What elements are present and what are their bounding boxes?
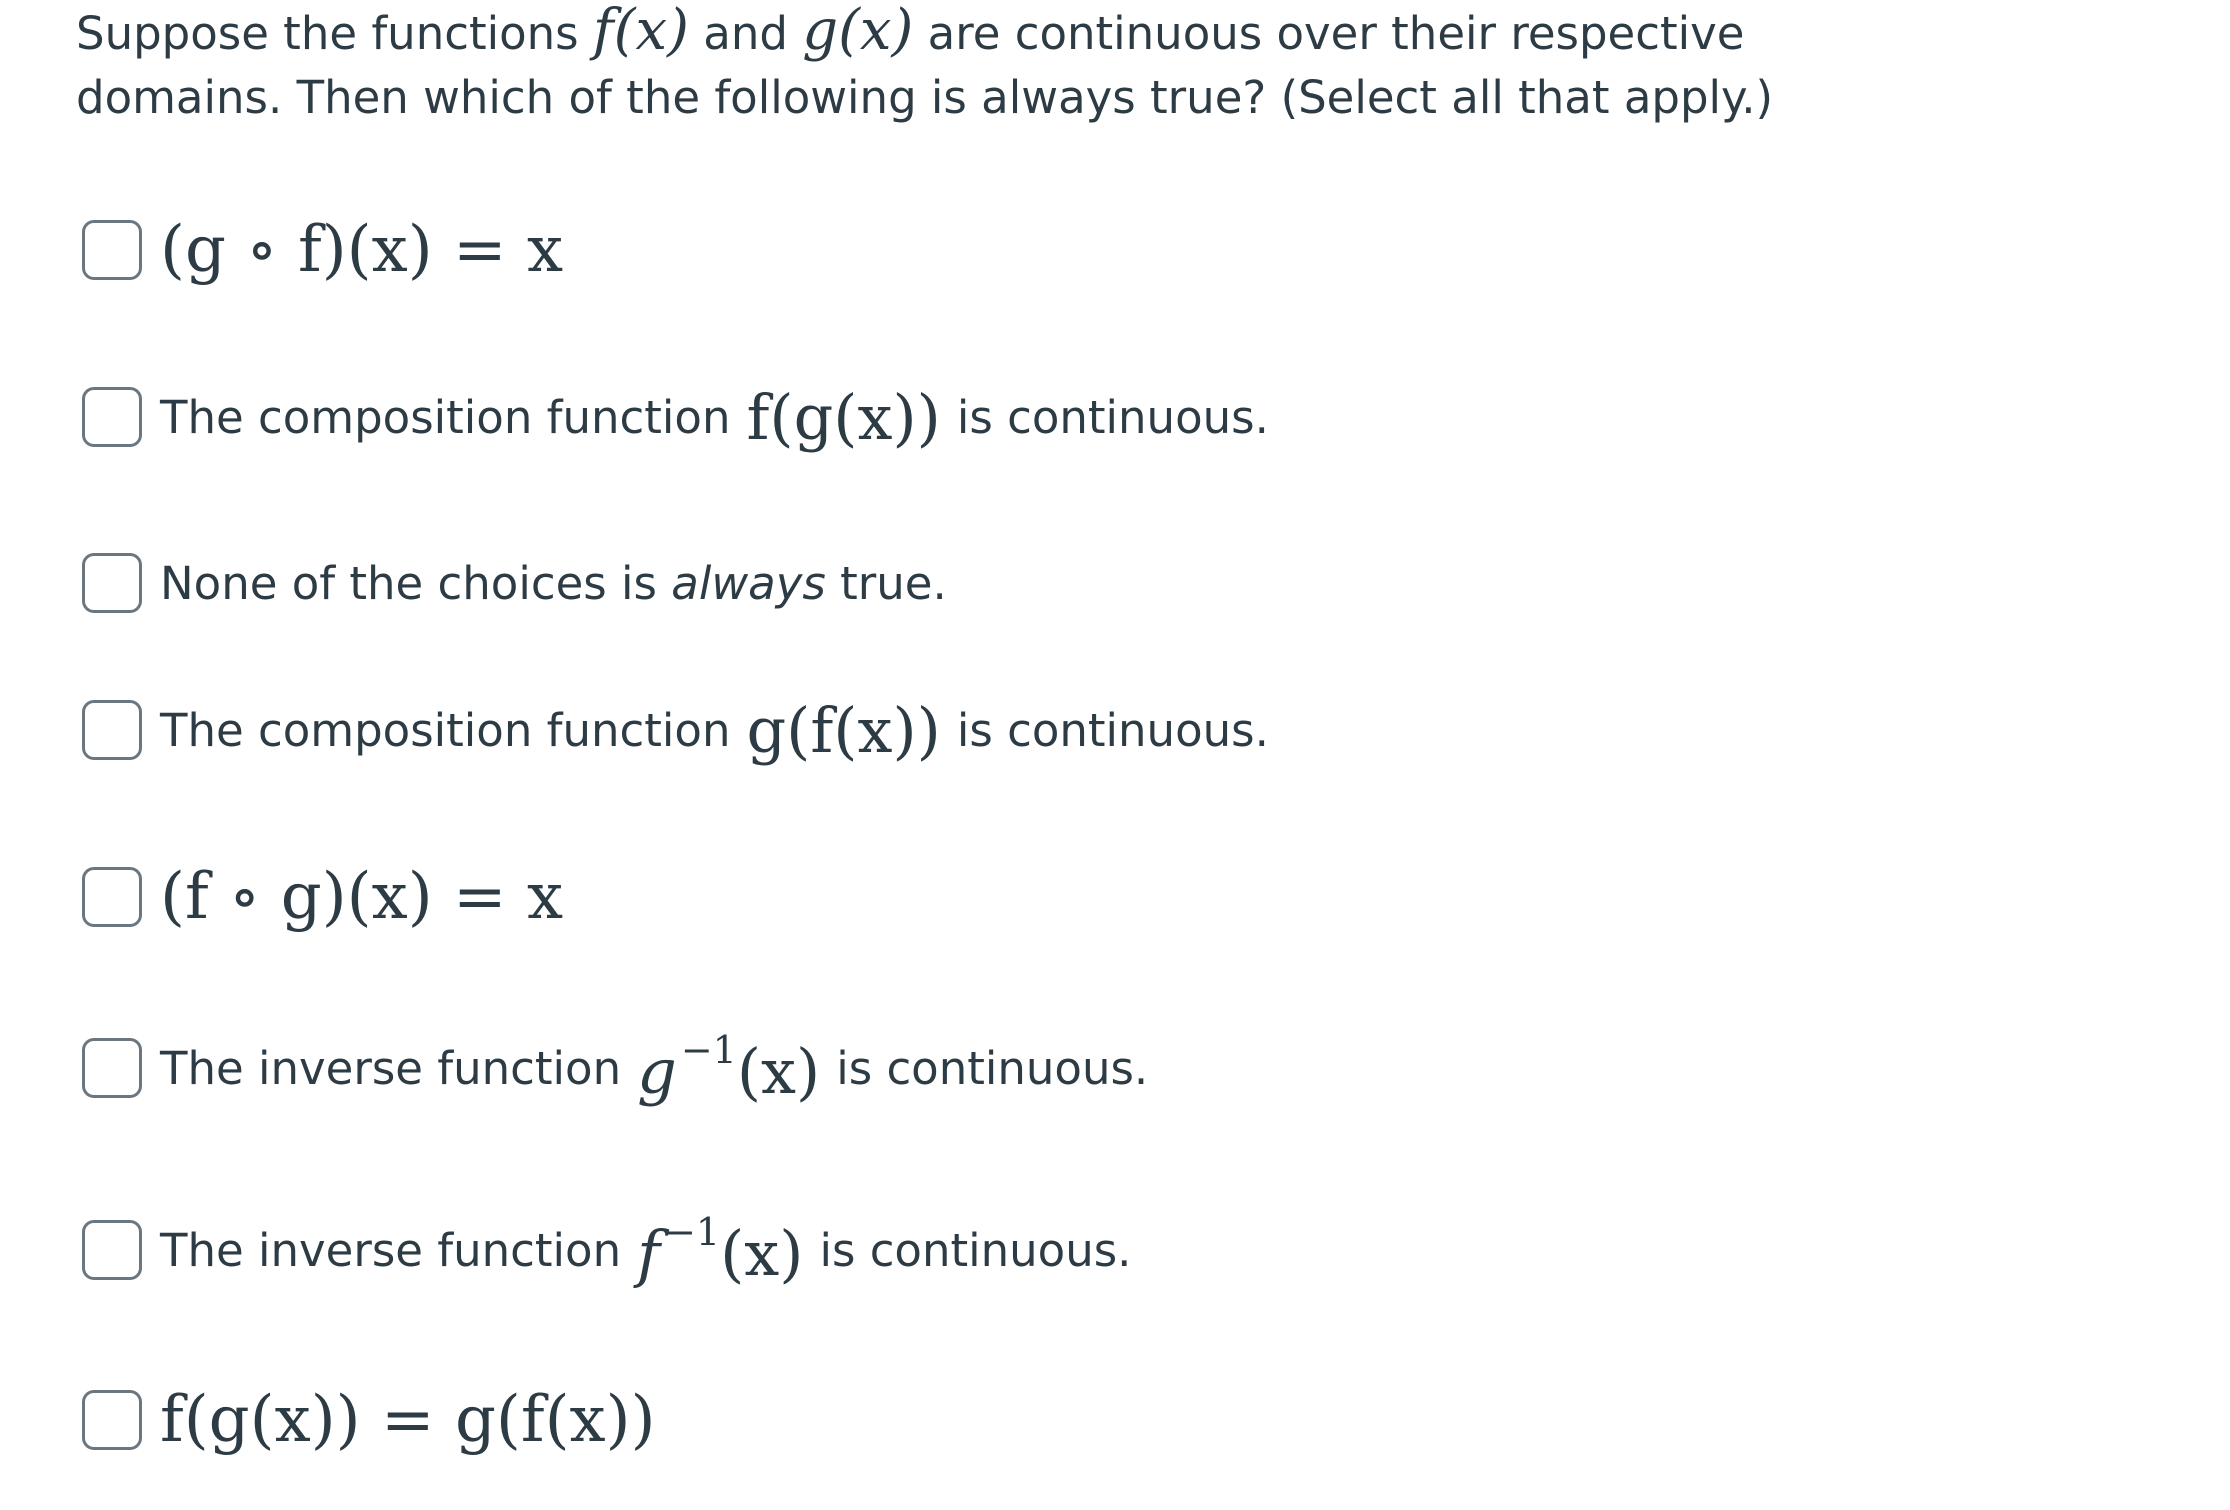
option-prefix: The composition function xyxy=(160,703,731,757)
option-suffix: is continuous. xyxy=(956,390,1269,444)
option-math: f(g(x)) = g(f(x)) xyxy=(160,1383,656,1457)
option-suffix: is continuous. xyxy=(836,1041,1149,1095)
checkbox[interactable] xyxy=(82,1220,142,1280)
checkbox[interactable] xyxy=(82,387,142,447)
option-label xyxy=(160,1028,1148,1108)
option-suffix: is continuous. xyxy=(956,703,1269,757)
math-superscript: −1 xyxy=(680,1028,737,1072)
option-prefix: None of the choices is xyxy=(160,556,657,610)
option-suffix: true. xyxy=(840,556,947,610)
math-f-of-x: f(x) xyxy=(592,0,689,63)
option-emphasis: always xyxy=(671,556,826,610)
option-label xyxy=(160,557,947,610)
option-math: (g ∘ f)(x) = x xyxy=(160,213,564,287)
math-argument: (x) xyxy=(736,1035,821,1108)
checkbox[interactable] xyxy=(82,220,142,280)
option-math: g(f(x)) xyxy=(746,693,941,767)
question-part2: are continuous over their respective domains. Then which of the following is always true? (Select all that apply.) xyxy=(76,7,1774,124)
checkbox[interactable] xyxy=(82,867,142,927)
option-label xyxy=(160,694,1269,767)
option-prefix: The inverse function xyxy=(160,1223,622,1277)
question-and: and xyxy=(688,7,803,60)
option-f-of-g-continuous[interactable] xyxy=(82,367,1269,467)
checkbox[interactable] xyxy=(82,700,142,760)
option-g-inverse-continuous[interactable] xyxy=(82,1018,1148,1118)
question-text xyxy=(76,2,1876,130)
checkbox[interactable] xyxy=(82,1038,142,1098)
option-f-compose-g-identity[interactable] xyxy=(82,847,563,947)
math-argument: (x) xyxy=(720,1217,804,1290)
option-math xyxy=(637,1028,820,1108)
option-math xyxy=(637,1210,803,1290)
option-math: (f ∘ g)(x) = x xyxy=(160,860,564,934)
option-label xyxy=(160,381,1269,454)
option-f-inverse-continuous[interactable] xyxy=(82,1200,1131,1300)
math-g-of-x: g(x) xyxy=(802,0,914,63)
option-math: f(g(x)) xyxy=(746,380,941,454)
option-g-of-f-continuous[interactable] xyxy=(82,680,1269,780)
math-base: g xyxy=(637,1035,677,1108)
checkbox[interactable] xyxy=(82,1390,142,1450)
option-none-always-true[interactable] xyxy=(82,533,947,633)
option-prefix: The inverse function xyxy=(160,1041,622,1095)
checkbox[interactable] xyxy=(82,553,142,613)
option-label xyxy=(160,1210,1131,1290)
math-superscript: −1 xyxy=(664,1210,721,1254)
math-base: f xyxy=(637,1217,661,1290)
option-g-compose-f-identity[interactable] xyxy=(82,200,563,300)
option-compositions-equal[interactable] xyxy=(82,1370,656,1470)
option-prefix: The composition function xyxy=(160,390,731,444)
question-part1: Suppose the functions xyxy=(76,7,593,60)
option-suffix: is continuous. xyxy=(819,1223,1132,1277)
